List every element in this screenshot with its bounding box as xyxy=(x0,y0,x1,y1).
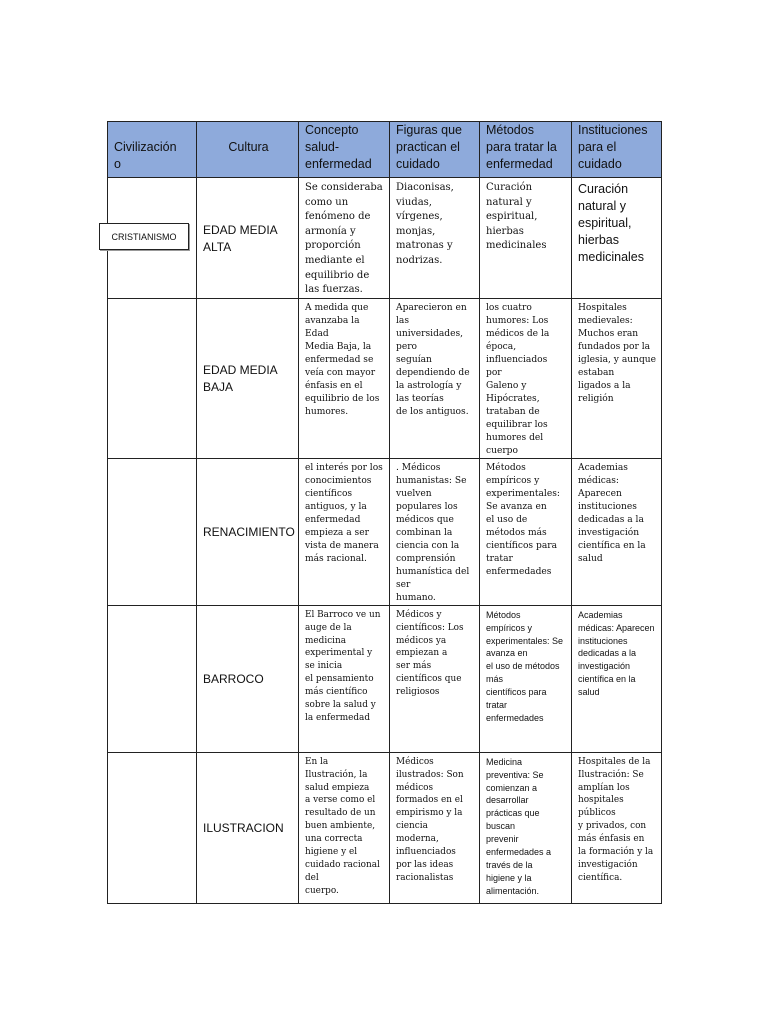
text-line: Ilustración: Se xyxy=(578,769,644,780)
instituciones-cell xyxy=(572,178,662,299)
text-line: dedicadas a la xyxy=(578,514,644,525)
instituciones-cell xyxy=(572,458,662,605)
text-line: enfermedad xyxy=(486,157,553,171)
text-line: trataban de xyxy=(486,406,540,417)
table-row xyxy=(108,752,662,903)
header-concepto xyxy=(299,122,390,178)
text-line: Diaconisas, xyxy=(396,182,454,193)
text-line: Se avanza en xyxy=(486,501,547,512)
text-line: experimental y xyxy=(305,648,373,659)
metodos-cell xyxy=(480,178,572,299)
metodos-cell xyxy=(480,458,572,605)
text-line: desarrollar xyxy=(486,795,529,806)
cultura-cell xyxy=(197,178,299,299)
text-line: BARROCO xyxy=(203,672,264,687)
text-line: EDAD MEDIA xyxy=(203,222,278,237)
text-line: médicos que xyxy=(396,514,454,525)
text-line: empíricos y xyxy=(486,622,533,633)
text-line: investigación xyxy=(578,661,631,672)
text-line: Aparecen xyxy=(578,488,622,499)
text-line: populares los xyxy=(396,501,458,512)
text-line: se inicia xyxy=(305,661,343,672)
text-line: científica. xyxy=(578,872,623,883)
text-line: o xyxy=(114,157,121,171)
text-line: avanza en xyxy=(486,648,528,659)
text-line: una correcta xyxy=(305,834,363,845)
civilization-badge: CRISTIANISMO xyxy=(99,223,189,250)
text-line: medicina xyxy=(305,635,347,646)
text-line: veía con mayor xyxy=(305,367,376,378)
text-line: Muchos eran xyxy=(578,328,639,339)
text-line: Academias xyxy=(578,609,623,620)
text-line: natural y xyxy=(578,199,626,213)
civilization-cell xyxy=(108,178,197,299)
text-line: por las ideas xyxy=(396,860,454,870)
text-line: Hipócrates, xyxy=(486,393,540,404)
text-line: fundados por la xyxy=(578,341,651,352)
text-line: Médicos xyxy=(396,756,434,767)
instituciones-cell xyxy=(572,605,662,752)
text-line: médicas: xyxy=(578,475,619,486)
figuras-cell xyxy=(390,752,480,903)
text-line: salud xyxy=(578,553,603,564)
text-line: época, xyxy=(486,341,517,352)
text-line: religión xyxy=(578,393,614,404)
text-line: Edad xyxy=(305,328,329,339)
text-line: resultado de un xyxy=(305,808,376,819)
text-line: Concepto xyxy=(305,123,359,137)
text-line: como un xyxy=(305,196,349,208)
text-line: enfermedades xyxy=(486,566,552,577)
metodos-cell xyxy=(480,752,572,903)
text-line: prevenir xyxy=(486,834,519,845)
text-line: el uso de métodos xyxy=(486,661,560,672)
text-line: para el xyxy=(578,140,617,154)
text-line: comprensión xyxy=(396,553,456,564)
text-line: matronas y xyxy=(396,240,453,252)
text-line: preventiva: Se xyxy=(486,769,544,780)
text-line: científicos que xyxy=(396,674,462,685)
text-line: Ilustración, la xyxy=(305,769,368,780)
text-line: y privados, con xyxy=(578,821,647,832)
text-line: proporción xyxy=(305,240,361,252)
text-line: ciencia xyxy=(396,821,428,832)
civilization-cell xyxy=(108,605,197,752)
text-line: fenómeno de xyxy=(305,211,371,223)
text-line: RENACIMIENTO xyxy=(203,525,295,540)
text-line: médicos xyxy=(396,782,434,793)
text-line: vírgenes, xyxy=(396,211,443,223)
text-line: ilustrados: Son xyxy=(396,769,464,780)
text-line: enfermedad xyxy=(305,157,372,171)
concepto-cell xyxy=(299,752,390,903)
text-line: la enfermedad xyxy=(305,713,371,723)
text-line: Instituciones xyxy=(578,123,648,137)
figuras-cell xyxy=(390,458,480,605)
text-line: a verse como el xyxy=(305,795,376,806)
cultura-cell xyxy=(197,605,299,752)
text-line: natural y xyxy=(486,196,532,208)
text-line: más científico xyxy=(305,687,368,698)
figuras-cell xyxy=(390,178,480,299)
text-line: iglesia, y aunque xyxy=(578,354,657,365)
text-line: las xyxy=(396,315,409,326)
text-line: instituciones xyxy=(578,501,637,512)
text-line: la formación y la xyxy=(578,847,654,858)
text-line: armonía y xyxy=(305,225,356,237)
text-line: humano. xyxy=(396,592,436,603)
table-row xyxy=(108,298,662,458)
text-line: cuerpo xyxy=(486,445,518,456)
header-cultura xyxy=(197,122,299,178)
text-line: través de la xyxy=(486,860,533,870)
text-line: los cuatro xyxy=(486,302,532,313)
text-line: enfermedad xyxy=(305,514,361,525)
text-line: más xyxy=(486,674,504,685)
text-line: científica en la xyxy=(578,540,646,551)
civilizations-table xyxy=(107,121,662,904)
text-line: amplían los xyxy=(578,782,630,793)
text-line: medicinales xyxy=(486,240,547,252)
text-line: ALTA xyxy=(203,239,232,254)
text-line: empiezan a xyxy=(396,648,448,659)
cultura-cell xyxy=(197,752,299,903)
text-line: espiritual, xyxy=(578,216,632,230)
text-line: influenciados xyxy=(486,354,548,365)
metodos-cell xyxy=(480,298,572,458)
text-line: seguían xyxy=(396,354,432,365)
text-line: . Médicos xyxy=(396,462,441,473)
text-line: las teorías xyxy=(396,393,444,404)
text-line: médicos de la xyxy=(486,328,550,339)
text-line: higiene y el xyxy=(305,847,358,858)
text-line: ILUSTRACION xyxy=(203,821,284,836)
text-line: cuerpo. xyxy=(305,885,339,896)
instituciones-cell xyxy=(572,752,662,903)
text-line: nodrizas. xyxy=(396,254,443,266)
text-line: formados en el xyxy=(396,795,463,806)
concepto-cell xyxy=(299,458,390,605)
text-line: científicos xyxy=(305,488,353,499)
text-line: buen ambiente, xyxy=(305,821,376,832)
text-line: científicos para xyxy=(486,687,547,698)
text-line: hierbas xyxy=(578,233,619,247)
text-line: practican el xyxy=(396,140,460,154)
text-line: ser más xyxy=(396,661,432,672)
civilization-cell xyxy=(108,298,197,458)
text-line: públicos xyxy=(578,808,616,819)
text-line: religiosos xyxy=(396,687,440,698)
text-line: ser xyxy=(396,579,411,590)
concepto-cell xyxy=(299,605,390,752)
text-line: más énfasis en xyxy=(578,834,645,845)
text-line: del xyxy=(305,872,319,883)
text-line: Métodos xyxy=(486,462,526,473)
text-line: investigación xyxy=(578,527,640,538)
text-line: higiene y la xyxy=(486,872,532,883)
text-line: prácticas que xyxy=(486,808,540,819)
text-line: científicos para xyxy=(486,540,558,551)
text-line: vuelven xyxy=(396,488,432,499)
text-line: humores. xyxy=(305,406,349,417)
text-line: hospitales xyxy=(578,795,624,806)
text-line: salud xyxy=(578,687,600,698)
text-line: sobre la salud y xyxy=(305,700,376,711)
text-line: el uso de xyxy=(486,514,528,525)
text-line: Academias xyxy=(578,462,628,473)
text-line: antiguos, y la xyxy=(305,501,367,512)
header-metodos xyxy=(480,122,572,178)
text-line: humores del xyxy=(486,432,544,443)
text-line: Hospitales xyxy=(578,302,627,313)
text-line: universidades, xyxy=(396,328,464,339)
text-line: enfermedad se xyxy=(305,354,374,365)
text-line: conocimientos xyxy=(305,475,372,486)
text-line: dependiendo de xyxy=(396,367,470,378)
text-line: Cultura xyxy=(228,140,269,154)
text-line: enfermedades a xyxy=(486,847,552,858)
table-row xyxy=(108,605,662,752)
text-line: Civilización xyxy=(114,140,177,154)
text-line: ciencia con la xyxy=(396,540,460,551)
text-line: de los antiguos. xyxy=(396,406,469,417)
text-line: las fuerzas. xyxy=(305,284,363,296)
text-line: dedicadas a la xyxy=(578,648,637,659)
text-line: buscan xyxy=(486,821,516,832)
text-line: alimentación. xyxy=(486,885,540,896)
text-line: más racional. xyxy=(305,553,367,564)
text-line: cuidado xyxy=(578,157,622,171)
text-line: Curación xyxy=(486,182,533,193)
text-line: empíricos y xyxy=(486,475,540,486)
text-line: instituciones xyxy=(578,635,628,646)
text-line: auge de la xyxy=(305,622,352,633)
text-line: medicinales xyxy=(578,250,645,264)
text-line: En la xyxy=(305,756,329,767)
civilization-cell xyxy=(108,752,197,903)
text-line: ligados a la xyxy=(578,380,631,391)
text-line: racionalistas xyxy=(396,872,454,883)
concepto-cell xyxy=(299,298,390,458)
text-line: Media Baja, la xyxy=(305,341,372,352)
text-line: hierbas xyxy=(486,225,524,237)
text-line: científica en la xyxy=(578,674,636,685)
text-line: moderna, xyxy=(396,834,439,845)
text-line: espiritual, xyxy=(486,211,538,223)
instituciones-cell xyxy=(572,298,662,458)
text-line: Métodos xyxy=(486,609,521,620)
text-line: humores: Los xyxy=(486,315,549,326)
text-line: el interés por los xyxy=(305,462,383,473)
civilization-cell xyxy=(108,458,197,605)
text-line: tratar xyxy=(486,700,508,711)
text-line: experimentales: xyxy=(486,488,560,499)
header-row xyxy=(108,122,662,178)
text-line: equilibrar los xyxy=(486,419,548,430)
text-line: Galeno y xyxy=(486,380,527,391)
cultura-cell xyxy=(197,298,299,458)
text-line: Medicina xyxy=(486,756,523,767)
text-line: A medida que xyxy=(305,302,369,313)
header-instituciones xyxy=(572,122,662,178)
text-line: el pensamiento xyxy=(305,674,374,685)
text-line: comienzan a xyxy=(486,782,538,793)
text-line: Aparecieron en xyxy=(396,302,467,313)
text-line: BAJA xyxy=(203,380,234,395)
text-line: médicas: Aparecen xyxy=(578,622,655,633)
cultura-cell xyxy=(197,458,299,605)
text-line: influenciados xyxy=(396,847,456,858)
text-line: El Barroco ve un xyxy=(305,609,381,620)
text-line: salud empieza xyxy=(305,782,370,793)
text-line: mediante el xyxy=(305,254,365,266)
header-civilizacion xyxy=(108,122,197,178)
text-line: humanistas: Se xyxy=(396,475,467,486)
text-line: por xyxy=(486,367,502,378)
text-line: métodos más xyxy=(486,527,547,538)
text-line: equilibrio de los xyxy=(305,393,380,404)
text-line: cuidado xyxy=(396,157,440,171)
metodos-cell xyxy=(480,605,572,752)
text-line: estaban xyxy=(578,367,615,378)
text-line: salud- xyxy=(305,140,340,154)
text-line: investigación xyxy=(578,860,638,870)
text-line: Curación xyxy=(578,182,629,196)
text-line: cuidado racional xyxy=(305,860,380,870)
text-line: la astrología y xyxy=(396,380,462,391)
text-line: avanzaba la xyxy=(305,315,360,326)
text-line: Hospitales de la xyxy=(578,756,651,767)
text-line: viudas, xyxy=(396,196,432,208)
figuras-cell xyxy=(390,298,480,458)
text-line: experimentales: Se xyxy=(486,635,564,646)
table-row xyxy=(108,458,662,605)
text-line: empirismo y la xyxy=(396,808,463,819)
text-line: medievales: xyxy=(578,315,633,326)
text-line: para tratar la xyxy=(486,140,557,154)
text-line: tratar xyxy=(486,553,513,564)
text-line: enfermedades xyxy=(486,713,544,723)
text-line: Métodos xyxy=(486,123,534,137)
text-line: empieza a ser xyxy=(305,527,369,538)
text-line: combinan la xyxy=(396,527,453,538)
text-line: EDAD MEDIA xyxy=(203,363,278,378)
text-line: Se consideraba xyxy=(305,182,383,193)
text-line: médicos ya xyxy=(396,635,447,646)
text-line: énfasis en el xyxy=(305,380,363,391)
text-line: científicos: Los xyxy=(396,622,464,633)
text-line: Figuras que xyxy=(396,123,463,137)
figuras-cell xyxy=(390,605,480,752)
table-row xyxy=(108,178,662,299)
text-line: Médicos y xyxy=(396,609,442,620)
text-line: equilibrio de xyxy=(305,269,370,281)
concepto-cell xyxy=(299,178,390,299)
text-line: pero xyxy=(396,341,418,352)
text-line: monjas, xyxy=(396,225,436,237)
text-line: humanística del xyxy=(396,566,470,577)
text-line: vista de manera xyxy=(305,540,379,551)
header-figuras xyxy=(390,122,480,178)
